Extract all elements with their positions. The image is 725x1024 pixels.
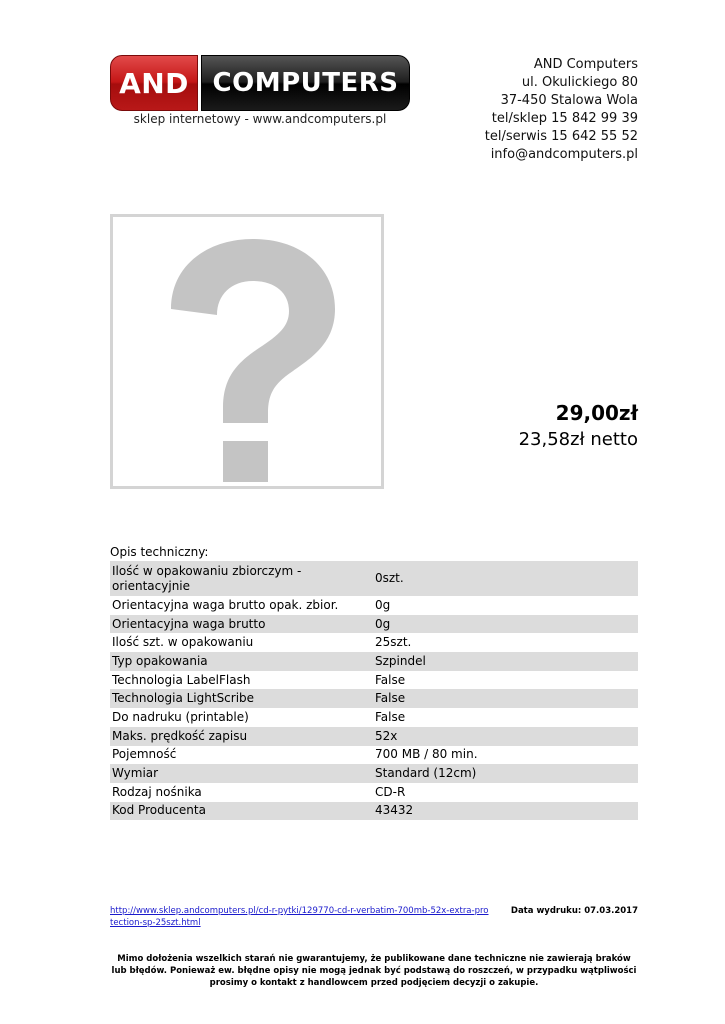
spec-label: Ilość szt. w opakowaniu [112,635,254,650]
company-shop-phone: tel/sklep 15 842 99 39 [491,111,638,126]
spec-label: Kod Producenta [110,802,373,821]
product-image-placeholder [110,214,384,489]
spec-row [110,615,638,634]
company-street: ul. Okulickiego 80 [521,75,638,90]
spec-row [110,633,638,652]
spec-value: 0szt. [373,561,638,596]
spec-label: Pojemność [112,747,177,762]
spec-label: Orientacyjna waga brutto [110,615,373,634]
company-service-phone: tel/serwis 15 642 55 52 [484,129,638,144]
price-block [519,400,638,453]
spec-value: False [373,689,638,708]
company-contact-block [485,56,638,164]
spec-title: Opis techniczny: [110,545,209,559]
spec-label: Rodzaj nośnika [112,784,202,799]
spec-row [110,746,638,765]
spec-row [110,689,638,708]
question-mark-placeholder-icon [113,217,381,486]
spec-value: 0g [373,615,638,634]
spec-value: CD-R [375,784,406,799]
company-name: AND Computers [533,57,638,72]
spec-row [110,764,638,783]
store-tagline: sklep internetowy - www.andcomputers.pl [133,112,387,126]
spec-row [110,652,638,671]
spec-row [110,596,638,615]
price-gross: 29,00zł [555,401,638,425]
print-date: Data wydruku: 07.03.2017 [510,906,638,916]
spec-value: False [375,672,406,687]
spec-table [110,561,638,820]
technical-specification [110,543,638,820]
spec-label: Ilość w opakowaniu zbiorczym - orientacyjnie [110,561,373,596]
spec-label: Wymiar [110,764,373,783]
spec-label: Technologia LabelFlash [112,672,251,687]
spec-label: Do nadruku (printable) [112,709,249,724]
spec-value: 25szt. [375,635,412,650]
spec-label: Maks. prędkość zapisu [110,727,373,746]
spec-value: Standard (12cm) [373,764,638,783]
company-email: info@andcomputers.pl [490,147,638,162]
logo-and-block: AND [110,55,198,111]
disclaimer-text: Mimo dołożenia wszelkich starań nie gwarantujemy, że publikowane dane techniczne nie zawierają braków lub błędów. Ponieważ ew. błędne opisy nie mogą jednak być podstawą do roszczeń, w przypadku wątpliwości prosimy o kontakt z handlowcem przed podjęciem decyzji o zakupie. [111,954,637,988]
spec-label: Technologia LightScribe [110,689,373,708]
spec-row [110,708,638,727]
spec-value: Szpindel [373,652,638,671]
spec-row [110,727,638,746]
company-city: 37-450 Stalowa Wola [500,93,638,108]
spec-value: 52x [373,727,638,746]
spec-value: 700 MB / 80 min. [375,747,478,762]
store-logo [110,55,410,111]
spec-label: Orientacyjna waga brutto opak. zbior. [112,597,339,612]
spec-row [110,802,638,821]
spec-label: Typ opakowania [110,652,373,671]
spec-value: 0g [375,597,391,612]
spec-row [110,783,638,802]
spec-value: False [375,709,406,724]
price-net: 23,58zł netto [518,429,638,450]
logo-computers-block: COMPUTERS [201,55,410,111]
spec-row [110,671,638,690]
product-page-link[interactable]: http://www.sklep.andcomputers.pl/cd-r-pytki/129770-cd-r-verbatim-700mb-52x-extra-protection-sp-25szt.html [110,906,489,928]
spec-row [110,561,638,596]
spec-value: 43432 [373,802,638,821]
